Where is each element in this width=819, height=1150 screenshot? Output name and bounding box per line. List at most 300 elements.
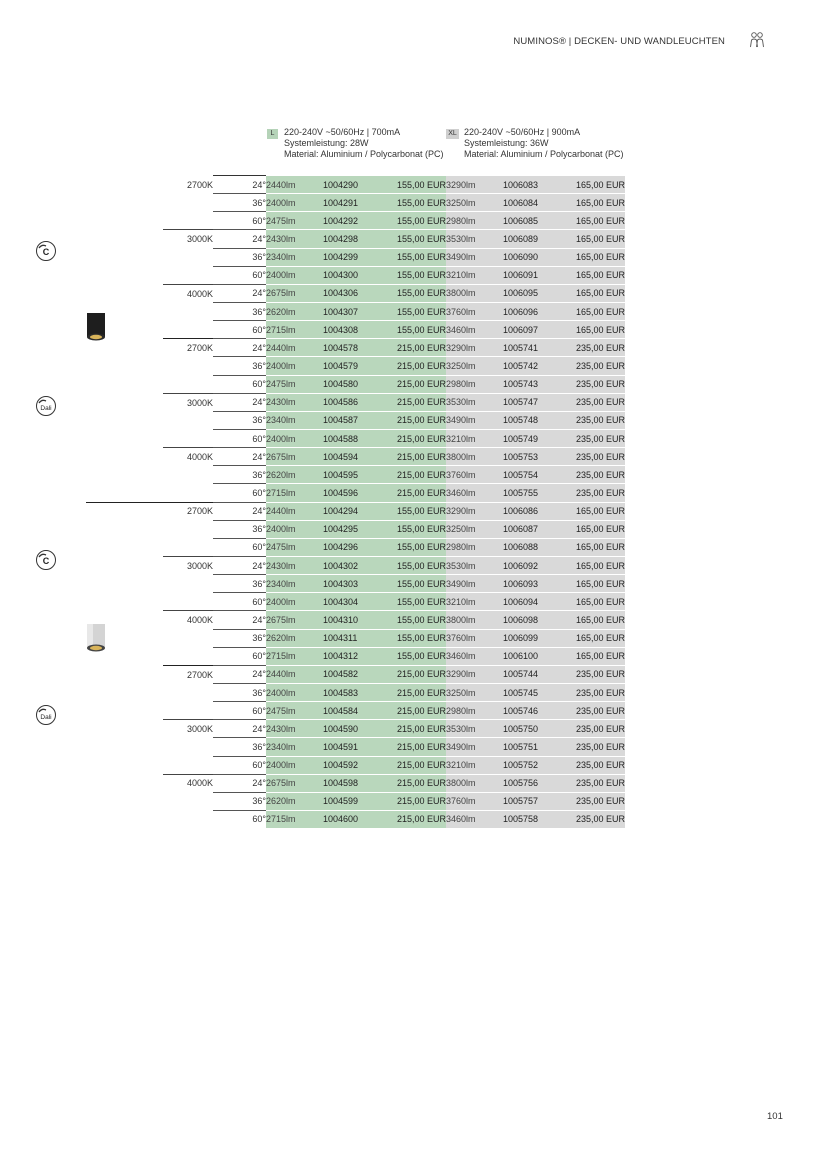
color-temperature-cell [163,647,213,665]
icon-column-cell [86,520,163,538]
xl-lumen-cell: 3210lm [446,756,503,774]
l-lumen-cell: 2475lm [266,702,323,720]
xl-article-number-cell: 1006087 [503,520,562,538]
beam-angle-cell: 36° [213,792,266,810]
white-downlight-image [86,624,106,652]
l-article-number-cell: 1004308 [323,321,381,339]
color-temperature-cell [163,702,213,720]
color-temperature-cell [163,194,213,212]
xl-price-cell: 235,00 EUR [562,375,625,393]
l-price-cell: 215,00 EUR [381,357,446,375]
xl-price-cell: 165,00 EUR [562,302,625,320]
color-temperature-cell [163,593,213,611]
variant-l-material: Material: Aluminium / Polycarbonat (PC) [284,149,444,159]
xl-lumen-cell: 3490lm [446,575,503,593]
l-price-cell: 215,00 EUR [381,720,446,738]
color-temperature-cell: 2700K [163,502,213,520]
l-lumen-cell: 2675lm [266,448,323,466]
icon-column-cell [86,593,163,611]
l-price-cell: 155,00 EUR [381,284,446,302]
xl-price-cell: 165,00 EUR [562,593,625,611]
icon-column-cell [86,665,163,683]
xl-price-cell: 165,00 EUR [562,284,625,302]
color-temperature-cell [163,792,213,810]
xl-price-cell: 165,00 EUR [562,520,625,538]
variant-xl-badge: XL [446,129,459,139]
l-article-number-cell: 1004303 [323,575,381,593]
xl-price-cell: 235,00 EUR [562,339,625,357]
table-row [86,357,625,375]
xl-lumen-cell: 3760lm [446,466,503,484]
l-article-number-cell: 1004590 [323,720,381,738]
color-temperature-cell: 2700K [163,665,213,683]
table-row [86,448,625,466]
table-row [86,302,625,320]
xl-article-number-cell: 1006095 [503,284,562,302]
xl-article-number-cell: 1006093 [503,575,562,593]
l-lumen-cell: 2430lm [266,556,323,574]
l-lumen-cell: 2715lm [266,647,323,665]
xl-price-cell: 165,00 EUR [562,556,625,574]
l-article-number-cell: 1004306 [323,284,381,302]
table-row [86,629,625,647]
color-temperature-cell: 3000K [163,230,213,248]
xl-price-cell: 235,00 EUR [562,756,625,774]
color-temperature-cell [163,683,213,701]
l-article-number-cell: 1004299 [323,248,381,266]
icon-column-cell [86,194,163,212]
l-lumen-cell: 2430lm [266,230,323,248]
beam-angle-cell: 36° [213,575,266,593]
beam-angle-cell: 36° [213,629,266,647]
xl-price-cell: 235,00 EUR [562,792,625,810]
l-lumen-cell: 2440lm [266,665,323,683]
table-row [86,556,625,574]
xl-lumen-cell: 3530lm [446,556,503,574]
xl-lumen-cell: 2980lm [446,212,503,230]
color-temperature-cell [163,248,213,266]
l-article-number-cell: 1004588 [323,429,381,447]
table-row [86,248,625,266]
icon-column-cell [86,284,163,302]
color-temperature-cell [163,466,213,484]
l-price-cell: 155,00 EUR [381,266,446,284]
l-lumen-cell: 2430lm [266,393,323,411]
xl-price-cell: 165,00 EUR [562,194,625,212]
table-row [86,176,625,194]
icon-column-cell [86,702,163,720]
xl-article-number-cell: 1005744 [503,665,562,683]
table-row [86,230,625,248]
l-price-cell: 215,00 EUR [381,792,446,810]
beam-angle-cell: 24° [213,176,266,194]
table-row [86,375,625,393]
l-article-number-cell: 1004302 [323,556,381,574]
icon-column-cell [86,484,163,502]
beam-angle-cell: 24° [213,720,266,738]
beam-angle-cell: 60° [213,429,266,447]
xl-article-number-cell: 1006097 [503,321,562,339]
icon-column-cell [86,411,163,429]
l-article-number-cell: 1004310 [323,611,381,629]
l-lumen-cell: 2400lm [266,194,323,212]
l-article-number-cell: 1004578 [323,339,381,357]
variant-xl-voltage: 220-240V ~50/60Hz | 900mA [464,127,581,137]
l-article-number-cell: 1004295 [323,520,381,538]
color-temperature-cell [163,429,213,447]
l-price-cell: 215,00 EUR [381,466,446,484]
xl-lumen-cell: 3460lm [446,484,503,502]
l-price-cell: 155,00 EUR [381,302,446,320]
xl-lumen-cell: 3530lm [446,720,503,738]
xl-article-number-cell: 1006096 [503,302,562,320]
beam-angle-cell: 60° [213,593,266,611]
l-lumen-cell: 2475lm [266,538,323,556]
l-lumen-cell: 2400lm [266,756,323,774]
color-temperature-cell [163,520,213,538]
l-lumen-cell: 2400lm [266,520,323,538]
xl-lumen-cell: 3460lm [446,810,503,828]
icon-column-cell [86,448,163,466]
xl-price-cell: 235,00 EUR [562,484,625,502]
l-lumen-cell: 2440lm [266,176,323,194]
beam-angle-cell: 24° [213,284,266,302]
l-article-number-cell: 1004580 [323,375,381,393]
table-row [86,792,625,810]
color-temperature-cell [163,756,213,774]
xl-lumen-cell: 3290lm [446,665,503,683]
beam-angle-cell: 36° [213,683,266,701]
xl-lumen-cell: 3760lm [446,792,503,810]
l-lumen-cell: 2430lm [266,720,323,738]
xl-article-number-cell: 1006088 [503,538,562,556]
l-price-cell: 155,00 EUR [381,176,446,194]
beam-angle-cell: 36° [213,738,266,756]
xl-lumen-cell: 3250lm [446,194,503,212]
l-article-number-cell: 1004599 [323,792,381,810]
xl-lumen-cell: 3800lm [446,774,503,792]
xl-article-number-cell: 1005758 [503,810,562,828]
xl-article-number-cell: 1006085 [503,212,562,230]
color-temperature-cell: 4000K [163,611,213,629]
table-row [86,538,625,556]
color-temperature-cell [163,302,213,320]
l-lumen-cell: 2440lm [266,502,323,520]
beam-angle-cell: 36° [213,357,266,375]
icon-column-cell [86,738,163,756]
l-lumen-cell: 2620lm [266,466,323,484]
l-article-number-cell: 1004298 [323,230,381,248]
xl-article-number-cell: 1005752 [503,756,562,774]
l-lumen-cell: 2620lm [266,302,323,320]
color-temperature-cell: 3000K [163,556,213,574]
l-price-cell: 155,00 EUR [381,194,446,212]
color-temperature-cell: 4000K [163,774,213,792]
color-temperature-cell [163,212,213,230]
xl-price-cell: 165,00 EUR [562,611,625,629]
l-article-number-cell: 1004591 [323,738,381,756]
l-price-cell: 215,00 EUR [381,411,446,429]
xl-article-number-cell: 1006099 [503,629,562,647]
l-price-cell: 215,00 EUR [381,339,446,357]
l-price-cell: 215,00 EUR [381,665,446,683]
page-number: 101 [767,1111,783,1122]
variant-l-voltage: 220-240V ~50/60Hz | 700mA [284,127,401,137]
l-lumen-cell: 2475lm [266,375,323,393]
phase-dimming-icon [35,549,57,571]
l-price-cell: 155,00 EUR [381,502,446,520]
xl-lumen-cell: 3490lm [446,738,503,756]
l-article-number-cell: 1004595 [323,466,381,484]
l-lumen-cell: 2400lm [266,266,323,284]
xl-article-number-cell: 1005745 [503,683,562,701]
l-lumen-cell: 2400lm [266,429,323,447]
l-article-number-cell: 1004311 [323,629,381,647]
l-price-cell: 155,00 EUR [381,230,446,248]
xl-article-number-cell: 1006094 [503,593,562,611]
xl-price-cell: 235,00 EUR [562,393,625,411]
xl-article-number-cell: 1005748 [503,411,562,429]
l-lumen-cell: 2400lm [266,593,323,611]
l-lumen-cell: 2340lm [266,738,323,756]
xl-price-cell: 165,00 EUR [562,321,625,339]
xl-article-number-cell: 1005742 [503,357,562,375]
xl-price-cell: 235,00 EUR [562,774,625,792]
l-price-cell: 215,00 EUR [381,810,446,828]
icon-column-cell [86,756,163,774]
xl-lumen-cell: 3290lm [446,339,503,357]
beam-angle-cell: 60° [213,484,266,502]
beam-angle-cell: 60° [213,212,266,230]
xl-price-cell: 165,00 EUR [562,176,625,194]
color-temperature-cell [163,575,213,593]
l-article-number-cell: 1004596 [323,484,381,502]
xl-price-cell: 235,00 EUR [562,357,625,375]
xl-article-number-cell: 1005754 [503,466,562,484]
icon-column-cell [86,212,163,230]
xl-lumen-cell: 3290lm [446,176,503,194]
xl-article-number-cell: 1005747 [503,393,562,411]
xl-article-number-cell: 1005753 [503,448,562,466]
icon-column-cell [86,266,163,284]
beam-angle-cell: 60° [213,702,266,720]
color-temperature-cell [163,375,213,393]
table-row [86,665,625,683]
l-price-cell: 155,00 EUR [381,575,446,593]
icon-column-cell [86,810,163,828]
xl-article-number-cell: 1005755 [503,484,562,502]
xl-price-cell: 165,00 EUR [562,629,625,647]
xl-lumen-cell: 3800lm [446,284,503,302]
icon-column-cell [86,792,163,810]
dali-icon [35,395,57,417]
beam-angle-cell: 24° [213,665,266,683]
l-price-cell: 155,00 EUR [381,321,446,339]
people-icon [748,31,766,49]
l-article-number-cell: 1004579 [323,357,381,375]
xl-price-cell: 165,00 EUR [562,538,625,556]
xl-article-number-cell: 1005751 [503,738,562,756]
l-article-number-cell: 1004300 [323,266,381,284]
variant-xl-power: Systemleistung: 36W [464,138,549,148]
xl-article-number-cell: 1005743 [503,375,562,393]
xl-article-number-cell: 1005756 [503,774,562,792]
xl-lumen-cell: 3460lm [446,321,503,339]
xl-article-number-cell: 1006083 [503,176,562,194]
xl-lumen-cell: 3800lm [446,611,503,629]
variant-l-spec [284,127,444,160]
table-row [86,647,625,665]
l-article-number-cell: 1004584 [323,702,381,720]
beam-angle-cell: 24° [213,339,266,357]
xl-price-cell: 165,00 EUR [562,502,625,520]
xl-price-cell: 235,00 EUR [562,683,625,701]
xl-price-cell: 235,00 EUR [562,429,625,447]
xl-lumen-cell: 3290lm [446,502,503,520]
xl-article-number-cell: 1006090 [503,248,562,266]
xl-price-cell: 235,00 EUR [562,738,625,756]
xl-price-cell: 165,00 EUR [562,212,625,230]
icon-column-cell [86,176,163,194]
table-row [86,756,625,774]
xl-price-cell: 165,00 EUR [562,647,625,665]
table-row [86,502,625,520]
beam-angle-cell: 24° [213,448,266,466]
xl-lumen-cell: 3530lm [446,393,503,411]
xl-article-number-cell: 1006084 [503,194,562,212]
table-row [86,683,625,701]
l-price-cell: 215,00 EUR [381,702,446,720]
xl-lumen-cell: 2980lm [446,375,503,393]
xl-article-number-cell: 1006091 [503,266,562,284]
l-price-cell: 155,00 EUR [381,212,446,230]
xl-lumen-cell: 3210lm [446,429,503,447]
variant-xl-spec [464,127,624,160]
color-temperature-cell: 2700K [163,339,213,357]
xl-lumen-cell: 3250lm [446,357,503,375]
l-article-number-cell: 1004312 [323,647,381,665]
icon-column-cell [86,720,163,738]
page-header-title: NUMINOS® | DECKEN- UND WANDLEUCHTEN [513,36,725,47]
icon-column-cell [86,339,163,357]
xl-price-cell: 235,00 EUR [562,702,625,720]
l-article-number-cell: 1004598 [323,774,381,792]
l-article-number-cell: 1004592 [323,756,381,774]
xl-lumen-cell: 3250lm [446,683,503,701]
l-price-cell: 215,00 EUR [381,484,446,502]
table-row [86,321,625,339]
l-lumen-cell: 2620lm [266,629,323,647]
table-row [86,429,625,447]
table-row [86,593,625,611]
table-row [86,466,625,484]
l-lumen-cell: 2715lm [266,484,323,502]
beam-angle-cell: 24° [213,230,266,248]
beam-angle-cell: 60° [213,321,266,339]
table-row [86,702,625,720]
color-temperature-cell [163,538,213,556]
table-row [86,738,625,756]
beam-angle-cell: 24° [213,774,266,792]
xl-price-cell: 165,00 EUR [562,575,625,593]
l-lumen-cell: 2340lm [266,248,323,266]
table-row [86,611,625,629]
variant-l-power: Systemleistung: 28W [284,138,369,148]
table-row [86,212,625,230]
color-temperature-cell: 2700K [186,179,213,190]
l-lumen-cell: 2340lm [266,411,323,429]
color-temperature-cell: 4000K [163,448,213,466]
table-row [86,411,625,429]
l-article-number-cell: 1004582 [323,665,381,683]
table-row [86,484,625,502]
l-price-cell: 155,00 EUR [381,611,446,629]
xl-lumen-cell: 3460lm [446,647,503,665]
beam-angle-cell: 60° [213,538,266,556]
table-row [86,393,625,411]
table-row [86,720,625,738]
l-article-number-cell: 1004307 [323,302,381,320]
color-temperature-cell [163,738,213,756]
l-price-cell: 155,00 EUR [381,647,446,665]
l-price-cell: 215,00 EUR [381,393,446,411]
l-lumen-cell: 2620lm [266,792,323,810]
color-temperature-cell [163,411,213,429]
table-row [86,575,625,593]
table-row [86,774,625,792]
xl-lumen-cell: 3210lm [446,593,503,611]
beam-angle-cell: 36° [213,466,266,484]
variant-l-badge: L [267,129,278,139]
l-price-cell: 155,00 EUR [381,593,446,611]
xl-article-number-cell: 1005750 [503,720,562,738]
xl-price-cell: 165,00 EUR [562,266,625,284]
icon-column-cell [86,502,163,520]
l-article-number-cell: 1004586 [323,393,381,411]
color-temperature-cell [163,629,213,647]
phase-label: C [42,247,50,257]
xl-lumen-cell: 3250lm [446,520,503,538]
color-temperature-cell [163,357,213,375]
icon-column-cell [86,466,163,484]
icon-column-cell [86,393,163,411]
product-table [86,175,625,828]
l-article-number-cell: 1004587 [323,411,381,429]
l-article-number-cell: 1004292 [323,212,381,230]
beam-angle-cell: 60° [213,756,266,774]
l-price-cell: 215,00 EUR [381,429,446,447]
table-row [86,194,625,212]
color-temperature-cell [163,484,213,502]
dali-icon [35,704,57,726]
dali-label: Dali [40,714,52,721]
xl-lumen-cell: 2980lm [446,702,503,720]
l-price-cell: 215,00 EUR [381,448,446,466]
xl-article-number-cell: 1005757 [503,792,562,810]
l-article-number-cell: 1004294 [323,502,381,520]
xl-article-number-cell: 1006089 [503,230,562,248]
black-downlight-image [86,313,106,341]
icon-column-cell [86,248,163,266]
icon-column-cell [86,357,163,375]
xl-price-cell: 235,00 EUR [562,665,625,683]
xl-lumen-cell: 3490lm [446,411,503,429]
xl-price-cell: 235,00 EUR [562,720,625,738]
beam-angle-cell: 24° [213,556,266,574]
l-article-number-cell: 1004600 [323,810,381,828]
xl-price-cell: 165,00 EUR [562,248,625,266]
l-article-number-cell: 1004594 [323,448,381,466]
